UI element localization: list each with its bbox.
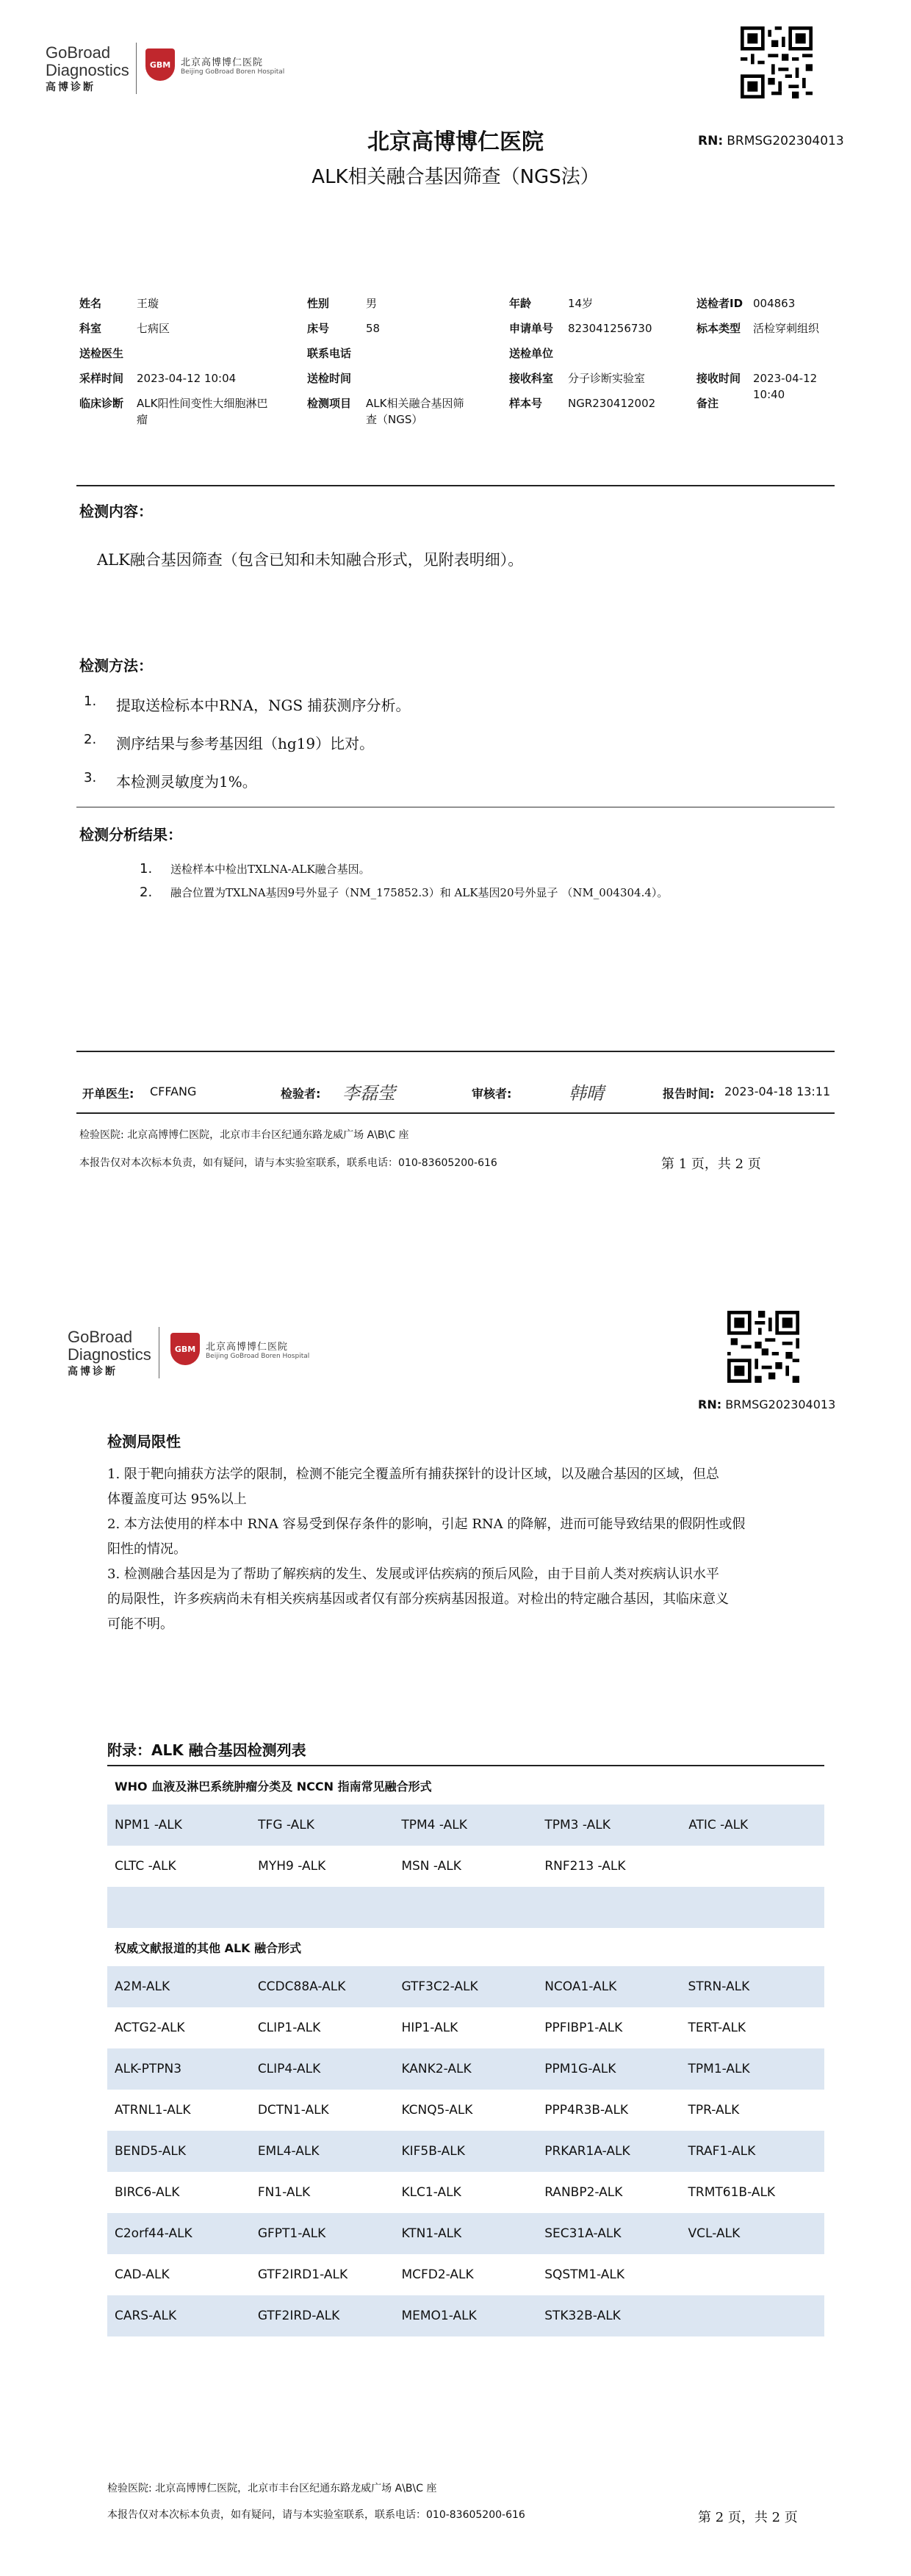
table-cell: KCNQ5-ALK	[401, 2103, 473, 2118]
gobroad-logo-cn: 高博诊断	[68, 1366, 118, 1378]
limitations-text	[107, 1462, 813, 1637]
result-list	[140, 861, 668, 908]
patient-info-grid	[79, 295, 851, 428]
rn-label: RN:	[698, 134, 724, 148]
name-label: 姓名	[79, 297, 102, 310]
specimen-type-value: 活检穿刺组织	[753, 322, 820, 335]
table-cell: MCFD2-ALK	[401, 2267, 474, 2282]
footer-note: 本报告仅对本次标本负责，如有疑问，请与本实验室联系，联系电话：010-83605200-616	[107, 2509, 525, 2521]
logo-group	[68, 1328, 151, 1378]
appendix-heading: 附录：ALK 融合基因检测列表	[107, 1741, 306, 1759]
table-row	[107, 1887, 824, 1928]
signature-row	[82, 1079, 846, 1108]
sample-no-label: 样本号	[509, 397, 543, 410]
report-time-value: 2023-04-18 13:11	[724, 1084, 831, 1098]
limitation-line: 3. 检测融合基因是为了帮助了解疾病的发生、发展或评估疾病的预后风险，由于目前人类对疾病认识水平	[107, 1566, 719, 1582]
table-cell	[107, 1887, 251, 1928]
receive-time-value: 2023-04-12 10:40	[753, 372, 818, 401]
table-row	[107, 1846, 824, 1887]
method-heading: 检测方法：	[79, 657, 153, 674]
unit-label: 送检单位	[509, 347, 554, 360]
divider	[76, 485, 835, 486]
list-number: 1.	[84, 694, 97, 709]
list-text: 本检测灵敏度为1%。	[116, 773, 257, 791]
table-cell: KANK2-ALK	[394, 2048, 537, 2090]
table-cell: STK32B-ALK	[537, 2295, 680, 2336]
table-cell: GTF3C2-ALK	[394, 1966, 537, 2007]
table-cell: KLC1-ALK	[401, 2185, 461, 2200]
table-cell	[681, 2295, 824, 2336]
literature-table-header: 权威文献报道的其他 ALK 融合形式	[107, 1928, 824, 1966]
table-cell: C2orf44-ALK	[107, 2213, 251, 2254]
tester-label: 检验者:	[281, 1087, 321, 1101]
table-row	[107, 1805, 824, 1846]
table-cell: TERT-ALK	[688, 2021, 746, 2035]
age-label: 年龄	[509, 297, 532, 310]
rn-value: BRMSG202304013	[727, 134, 844, 148]
gobroad-logo-cn: 高博诊断	[46, 82, 96, 93]
qr-code-icon	[727, 1311, 799, 1383]
qr-code-icon	[741, 26, 813, 98]
hospital-title: 北京高博博仁医院	[367, 129, 544, 155]
table-cell: KIF5B-ALK	[394, 2131, 537, 2172]
fusion-table	[107, 1765, 824, 2336]
table-cell: ALK-PTPN3	[107, 2048, 251, 2090]
list-item	[140, 861, 668, 885]
specimen-type-label: 标本类型	[696, 322, 741, 335]
table-cell: TFG -ALK	[251, 1805, 394, 1846]
table-cell: PPFIBP1-ALK	[544, 2021, 623, 2035]
table-row	[107, 2172, 824, 2213]
table-cell: PPM1G-ALK	[537, 2048, 680, 2090]
table-cell: MEMO1-ALK	[394, 2295, 537, 2336]
table-cell: GTF2IRD1-ALK	[257, 2267, 348, 2282]
gbm-logo	[145, 48, 284, 81]
gbm-logo-en: Beijing GoBroad Boren Hospital	[206, 1352, 310, 1360]
table-cell: GTF2IRD-ALK	[251, 2295, 395, 2336]
table-cell: CLTC -ALK	[115, 1859, 176, 1874]
footer-note: 本报告仅对本次标本负责，如有疑问，请与本实验室联系，联系电话：010-83605200-616	[79, 1157, 497, 1169]
table-cell: TPM3 -ALK	[537, 1805, 681, 1846]
list-number: 2.	[140, 885, 153, 900]
table-cell: RNF213 -ALK	[544, 1859, 626, 1874]
table-cell: TPR-ALK	[688, 2103, 740, 2118]
result-text: 融合位置为TXLNA基因9号外显子（NM_175852.3）和 ALK基因20号外显子 （NM_004304.4）。	[170, 886, 669, 899]
footer-org: 检验医院: 北京高博博仁医院，北京市丰台区纪通东路龙威广场 A\B\C 座	[79, 1129, 409, 1141]
table-cell: FN1-ALK	[257, 2185, 311, 2200]
result-heading: 检测分析结果：	[79, 826, 182, 843]
rn-value: BRMSG202304013	[725, 1397, 836, 1411]
table-cell: GFPT1-ALK	[251, 2213, 395, 2254]
table-cell: RANBP2-ALK	[544, 2185, 623, 2200]
reviewer-signature: 韩晴	[569, 1083, 604, 1104]
list-text: 测序结果与参考基因组（hg19）比对。	[116, 735, 375, 752]
report-title: ALK相关融合基因筛查（NGS法）	[312, 166, 599, 188]
table-row	[107, 2048, 824, 2090]
dept-label: 科室	[79, 322, 102, 335]
sample-id-label: 送检者ID	[696, 297, 743, 310]
tester-signature: 李磊莹	[342, 1083, 395, 1104]
table-cell: CARS-ALK	[107, 2295, 251, 2336]
list-item	[140, 885, 668, 908]
gobroad-logo-text: GoBroad Diagnostics	[46, 43, 129, 79]
sample-no-value: NGR230412002	[568, 397, 656, 410]
application-label: 申请单号	[509, 322, 554, 335]
rn-label: RN:	[698, 1397, 722, 1411]
table-row	[107, 2131, 824, 2172]
list-item	[84, 770, 411, 808]
table-row	[107, 1966, 824, 2007]
report-number	[698, 1397, 835, 1411]
table-cell: TRMT61B-ALK	[688, 2185, 776, 2200]
table-cell: CLIP4-ALK	[251, 2048, 395, 2090]
table-cell: SEC31A-ALK	[537, 2213, 680, 2254]
table-row	[107, 2007, 824, 2048]
table-cell: HIP1-ALK	[401, 2021, 458, 2035]
page-number: 第 2 页，共 2 页	[698, 2510, 798, 2525]
limitation-line: 2. 本方法使用的样本中 RNA 容易受到保存条件的影响，引起 RNA 的降解，进而可能导致结果的假阴性或假	[107, 1517, 746, 1532]
literature-fusion-table	[107, 1928, 824, 2336]
table-cell: NPM1 -ALK	[107, 1805, 251, 1846]
limitation-line: 的局限性，许多疾病尚未有相关疾病基因或者仅有部分疾病基因报道。对检出的特定融合基因，其临床意义	[107, 1591, 729, 1607]
table-cell: EML4-ALK	[251, 2131, 395, 2172]
table-row	[107, 2213, 824, 2254]
gbm-logo-en: Beijing GoBroad Boren Hospital	[181, 68, 285, 76]
content-heading: 检测内容：	[79, 503, 153, 520]
diagnosis-label: 临床诊断	[79, 397, 124, 410]
ordering-doctor-value: CFFANG	[150, 1084, 197, 1098]
table-cell: CAD-ALK	[115, 2267, 170, 2282]
collect-time-label: 采样时间	[79, 372, 124, 385]
table-cell: NCOA1-ALK	[537, 1966, 680, 2007]
logo-group	[46, 44, 129, 94]
table-cell: BEND5-ALK	[107, 2131, 251, 2172]
doctor-label: 送检医生	[79, 347, 124, 360]
table-cell	[681, 2254, 824, 2295]
list-number: 2.	[84, 732, 97, 747]
age-value: 14岁	[568, 297, 594, 310]
limitation-line: 可能不明。	[107, 1616, 173, 1632]
limitations-heading: 检测局限性	[107, 1433, 181, 1450]
report-time-label: 报告时间:	[663, 1087, 715, 1101]
table-row	[107, 2090, 824, 2131]
table-cell: TPM1-ALK	[681, 2048, 824, 2090]
gbm-shield-icon: GBM	[145, 48, 175, 81]
table-cell	[681, 1846, 824, 1887]
logo-divider	[136, 43, 137, 94]
limitation-line: 体覆盖度可达 95%以上	[107, 1492, 247, 1507]
table-cell: ACTG2-ALK	[115, 2021, 185, 2035]
note-label: 备注	[696, 397, 719, 410]
test-item-label: 检测项目	[307, 397, 352, 410]
table-cell: STRN-ALK	[681, 1966, 824, 2007]
table-cell	[394, 1887, 537, 1928]
bed-value: 58	[366, 322, 381, 335]
list-number: 3.	[84, 770, 97, 785]
list-number: 1.	[140, 861, 153, 877]
result-text: 送检样本中检出TXLNA-ALK融合基因。	[170, 863, 370, 876]
receive-time-label: 接收时间	[696, 372, 741, 385]
gbm-logo-cn: 北京高博博仁医院	[181, 57, 264, 68]
table-row	[107, 2254, 824, 2295]
table-cell	[681, 1887, 824, 1928]
name-value: 王璇	[137, 297, 159, 310]
divider	[76, 1112, 835, 1114]
dept-value: 七病区	[137, 322, 170, 335]
footer-org: 检验医院: 北京高博博仁医院，北京市丰台区纪通东路龙威广场 A\B\C 座	[107, 2483, 437, 2494]
table-cell: MSN -ALK	[401, 1859, 461, 1874]
gbm-logo-cn: 北京高博博仁医院	[206, 1341, 289, 1353]
who-fusion-table	[107, 1766, 824, 1928]
table-cell: VCL-ALK	[681, 2213, 824, 2254]
list-item	[84, 694, 411, 732]
diagnosis-value-line2: 瘤	[137, 413, 148, 426]
phone-label: 联系电话	[307, 347, 352, 360]
list-text: 提取送检标本中RNA，NGS 捕获测序分析。	[116, 697, 411, 714]
limitation-line: 1. 限于靶向捕获方法学的限制，检测不能完全覆盖所有捕获探针的设计区域，以及融合基因的区域，但总	[107, 1467, 719, 1482]
receive-dept-value: 分子诊断实验室	[568, 372, 646, 385]
table-cell: TRAF1-ALK	[681, 2131, 824, 2172]
sex-label: 性别	[307, 297, 330, 310]
sex-value: 男	[366, 297, 378, 310]
bed-label: 床号	[307, 322, 330, 335]
application-value: 823041256730	[568, 322, 652, 335]
collect-time-value: 2023-04-12 10:04	[137, 372, 237, 385]
table-cell: SQSTM1-ALK	[544, 2267, 625, 2282]
test-item-value-line1: ALK相关融合基因筛	[366, 397, 464, 410]
table-cell: CCDC88A-ALK	[251, 1966, 395, 2007]
diagnosis-value-line1: ALK阳性间变性大细胞淋巴	[137, 397, 268, 410]
table-cell: BIRC6-ALK	[115, 2185, 180, 2200]
gobroad-logo-text: GoBroad Diagnostics	[68, 1328, 151, 1364]
table-cell	[251, 1887, 394, 1928]
table-cell: ATIC -ALK	[681, 1805, 824, 1846]
table-cell: MYH9 -ALK	[258, 1859, 326, 1874]
table-row	[107, 2295, 824, 2336]
divider	[76, 1051, 835, 1052]
method-list	[84, 694, 411, 808]
test-item-value-line2: 查（NGS）	[366, 413, 423, 426]
sample-id-value: 004863	[753, 297, 796, 310]
table-cell: PRKAR1A-ALK	[537, 2131, 680, 2172]
reviewer-label: 审核者:	[472, 1087, 512, 1101]
table-cell: KTN1-ALK	[394, 2213, 537, 2254]
gbm-logo	[170, 1333, 309, 1365]
table-cell: DCTN1-ALK	[257, 2103, 329, 2118]
table-cell: TPM4 -ALK	[394, 1805, 537, 1846]
gbm-shield-icon: GBM	[170, 1333, 200, 1365]
limitation-line: 阳性的情况。	[107, 1541, 187, 1557]
table-cell: ATRNL1-ALK	[115, 2103, 191, 2118]
table-cell	[537, 1887, 681, 1928]
report-number	[698, 134, 844, 148]
table-cell: CLIP1-ALK	[257, 2021, 321, 2035]
send-time-label: 送检时间	[307, 372, 352, 385]
table-cell: A2M-ALK	[107, 1966, 251, 2007]
page-number: 第 1 页，共 2 页	[661, 1156, 761, 1172]
content-text: ALK融合基因筛查（包含已知和未知融合形式，见附表明细）。	[97, 551, 524, 569]
ordering-doctor-label: 开单医生:	[82, 1087, 134, 1101]
list-item	[84, 732, 411, 770]
table-cell: PPP4R3B-ALK	[544, 2103, 629, 2118]
receive-dept-label: 接收科室	[509, 372, 554, 385]
who-table-header: WHO 血液及淋巴系统肿瘤分类及 NCCN 指南常见融合形式	[107, 1766, 824, 1805]
